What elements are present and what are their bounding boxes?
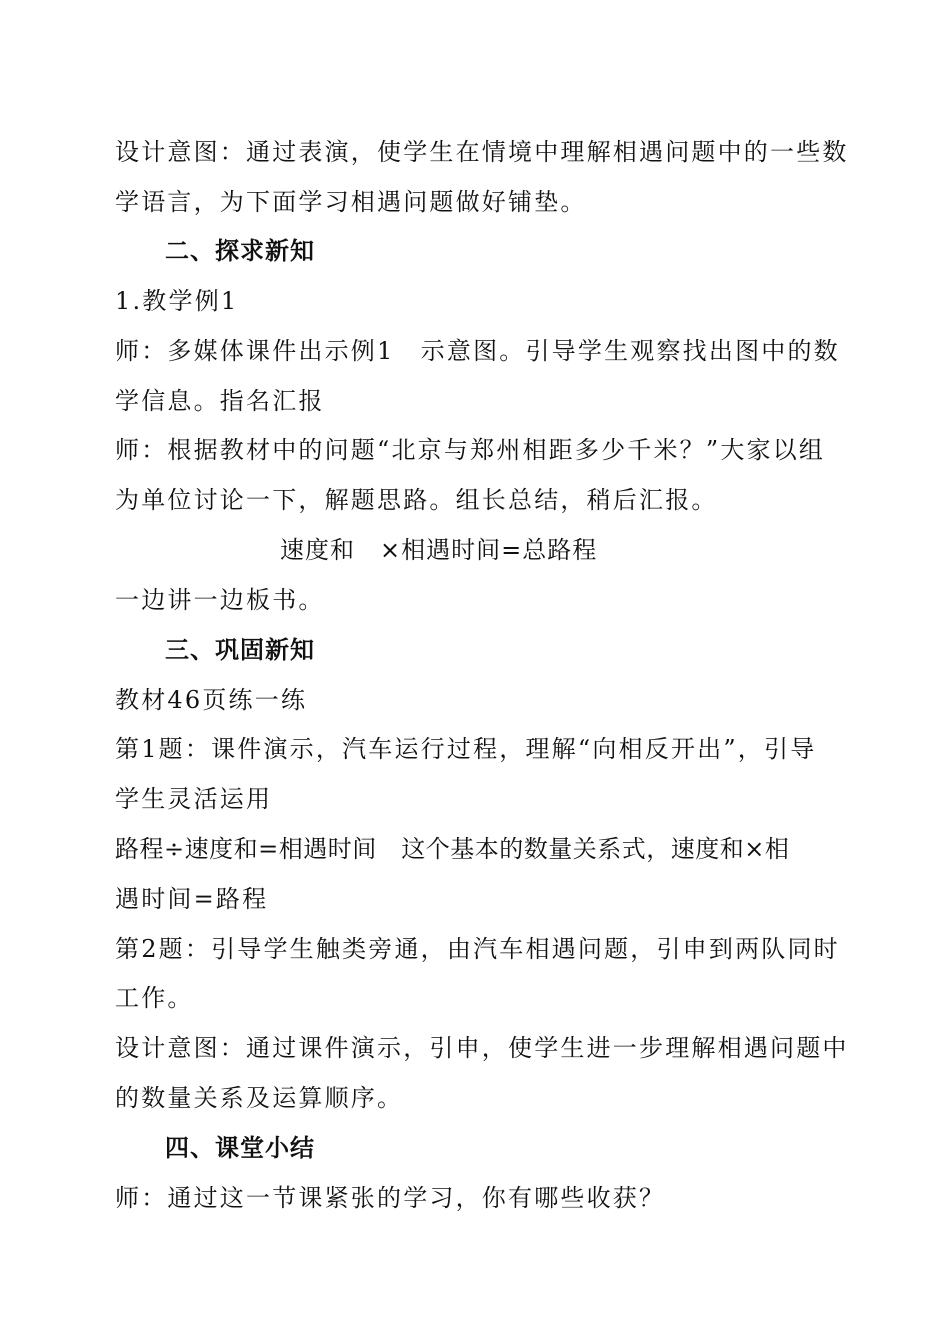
design-intent-2-line-2: 的数量关系及运算顺序。 bbox=[115, 1084, 404, 1112]
question-1-line-1: 第1题：课件演示，汽车运行过程，理解“向相反开出”，引导 bbox=[115, 735, 817, 763]
teacher-paragraph-1-line-1: 师：多媒体课件出示例1 示意图。引导学生观察找出图中的数 bbox=[115, 337, 840, 365]
question-1-line-2: 学生灵活运用 bbox=[115, 785, 273, 813]
question-2-line-2: 工作。 bbox=[115, 984, 194, 1012]
design-intent-paragraph-line-1: 设计意图：通过表演，使学生在情境中理解相遇问题中的一些数 bbox=[115, 138, 849, 166]
relation-formula-line-2: 遇时间=路程 bbox=[115, 885, 269, 913]
question-2-line-1: 第2题：引导学生触类旁通，由汽车相遇问题，引申到两队同时 bbox=[115, 935, 840, 963]
section-heading-summary: 四、课堂小结 bbox=[165, 1134, 315, 1162]
teacher-closing-question: 师：通过这一节课紧张的学习，你有哪些收获？ bbox=[115, 1184, 666, 1212]
formula-line: 速度和 ×相遇时间=总路程 bbox=[280, 536, 598, 564]
teacher-paragraph-2-line-1: 师：根据教材中的问题“北京与郑州相距多少千米？”大家以组 bbox=[115, 436, 826, 464]
design-intent-2-line-1: 设计意图：通过课件演示，引申，使学生进一步理解相遇问题中 bbox=[115, 1034, 849, 1062]
teacher-paragraph-1-line-2: 学信息。指名汇报 bbox=[115, 387, 325, 415]
teacher-paragraph-2-line-2: 为单位讨论一下，解题思路。组长总结，稍后汇报。 bbox=[115, 486, 718, 514]
example-1-title: 1.教学例1 bbox=[115, 287, 239, 315]
section-heading-consolidate: 三、巩固新知 bbox=[165, 636, 315, 664]
design-intent-paragraph-line-2: 学语言，为下面学习相遇问题做好铺垫。 bbox=[115, 188, 587, 216]
board-writing-note: 一边讲一边板书。 bbox=[115, 586, 325, 614]
relation-formula-line-1: 路程÷速度和=相遇时间 这个基本的数量关系式，速度和×相 bbox=[115, 835, 790, 863]
section-heading-explore: 二、探求新知 bbox=[165, 237, 315, 265]
textbook-exercise-line: 教材46页练一练 bbox=[115, 686, 308, 714]
